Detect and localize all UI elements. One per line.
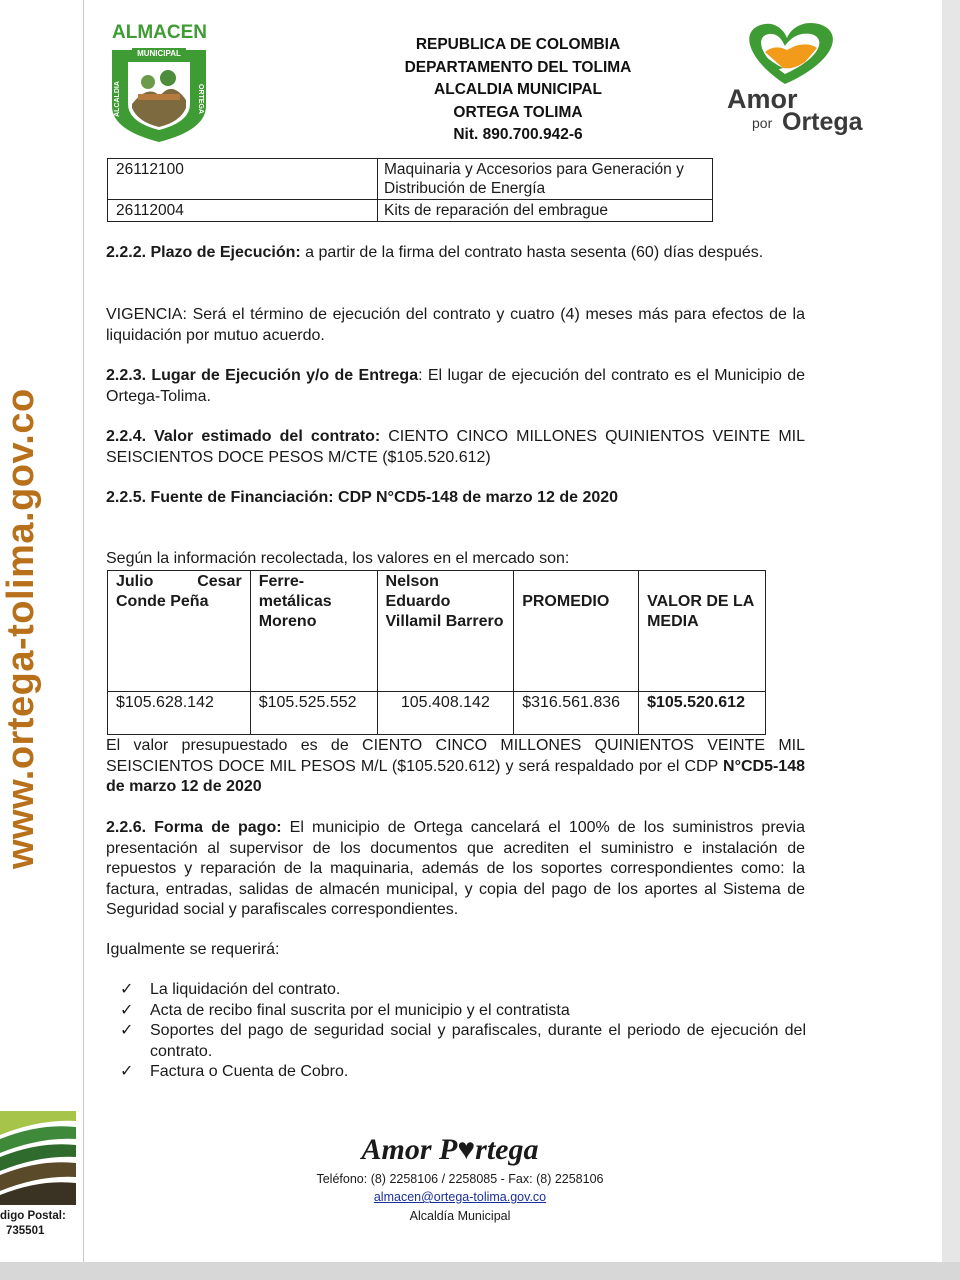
vigencia-paragraph: VIGENCIA: Será el término de ejecución del contrato y cuatro (4) meses más para efectos de la liquidación por mutuo acuerdo. (106, 306, 805, 344)
value-cell: 105.408.142 (377, 692, 514, 735)
value-cell: $105.520.612 (639, 692, 766, 735)
description-cell: Kits de reparación del embrague (378, 200, 713, 222)
forma-pago-label: 2.2.6. Forma de pago: (106, 819, 282, 836)
header-line-alcaldia: ALCALDIA MUNICIPAL (434, 81, 602, 98)
margin-line (83, 0, 84, 1262)
list-item-text: La liquidación del contrato. (150, 981, 341, 998)
brand-amor-text: Amor (727, 84, 798, 114)
value-cell: $105.525.552 (250, 692, 377, 735)
footer-slogan: Amor P♥rtega (361, 1133, 539, 1166)
valor-text: CIENTO CINCO MILLONES QUINIENTOS VEINTE MIL SEISCIENTOS DOCE PESOS M/CTE ($105.520.612) (106, 428, 805, 466)
footer-phones: Teléfono: (8) 2258106 / 2258085 - Fax: (8) 2258106 (316, 1172, 604, 1186)
header-line-department: DEPARTAMENTO DEL TOLIMA (404, 58, 632, 76)
header-institution-block (350, 34, 686, 147)
requerira-intro: Igualmente se requerirá: (106, 941, 280, 958)
footer-stripes-logo (0, 1105, 76, 1205)
presupuesto-paragraph (106, 736, 805, 798)
fuente-financiacion-paragraph: 2.2.5. Fuente de Financiación: CDP N°CD5-148 de marzo 12 de 2020 (106, 489, 619, 506)
code-cell: 26112004 (108, 200, 378, 222)
plazo-text: a partir de la firma del contrato hasta sesenta (60) días después. (300, 244, 764, 261)
valor-estimado-paragraph (106, 427, 805, 468)
postal-code-block (0, 1209, 80, 1239)
unspsc-codes-table (107, 158, 713, 222)
description-cell: Maquinaria y Accesorios para Generación y Distribución de Energía (378, 159, 713, 200)
forma-pago-paragraph (106, 818, 805, 921)
list-item (120, 1001, 806, 1022)
list-item-text: Acta de recibo final suscrita por el municipio y el contratista (150, 1001, 570, 1019)
market-prices-table (107, 570, 766, 735)
shield-right-text: ORTEGA (197, 84, 204, 114)
brand-ortega-text: Ortega (782, 108, 863, 136)
table-header-row (108, 571, 766, 692)
checkmark-icon: ✓ (120, 1001, 134, 1019)
checkmark-icon: ✓ (120, 1022, 134, 1039)
presupuesto-text: El valor presupuestado es de CIENTO CINCO MILLONES QUINIENTOS VEINTE MIL SEISCIENTOS DOCE MIL PESOS M/L ($105.520.612) y será respaldado por el CDP (106, 737, 805, 775)
list-item (120, 1021, 806, 1062)
almacen-shield-logo (108, 44, 210, 144)
header-cell: VALOR DE LA MEDIA (639, 571, 766, 692)
footer-office: Alcaldía Municipal (409, 1209, 511, 1223)
postal-label: digo Postal: (0, 1210, 66, 1222)
header-line-country: REPUBLICA DE COLOMBIA (415, 36, 621, 53)
checkmark-icon: ✓ (120, 1063, 134, 1080)
plazo-label: 2.2.2. Plazo de Ejecución: (106, 244, 301, 261)
brand-por-text: por (752, 115, 773, 131)
lugar-label: 2.2.3. Lugar de Ejecución y/o de Entrega (106, 367, 419, 384)
mercado-intro: Según la información recolectada, los valores en el mercado son: (106, 550, 570, 567)
code-cell: 26112100 (108, 159, 378, 200)
lugar-ejecucion-paragraph (106, 366, 805, 407)
forma-pago-text: El municipio de Ortega cancelará el 100% de los suministros previa presentación al supervisor de los documentos que acrediten el suministro e instalación de repuestos y reparación de la maquinaria, además de los soportes correspondientes como: la factura, entradas, salidas de almacén municipal, y copia del pago de los aportes al Sistema de Seguridad social y parafiscales correspondientes. (106, 819, 806, 918)
table-row (108, 200, 713, 222)
header-cell: Nelson Eduardo Villamil Barrero (377, 571, 514, 692)
header-cell: Julio Cesar Conde Peña (108, 571, 251, 692)
page-edge-shadow (942, 0, 960, 1280)
checkmark-icon: ✓ (120, 981, 134, 998)
shield-left-text: ALCALDIA (114, 81, 121, 117)
page-bottom-shadow (0, 1262, 960, 1280)
value-cell: $105.628.142 (108, 692, 251, 735)
table-row (108, 159, 713, 200)
header-cell: Ferre-metálicas Moreno (250, 571, 377, 692)
almacen-logo-title: ALMACEN (112, 22, 207, 43)
footer-email-link[interactable]: almacen@ortega-tolima.gov.co (373, 1190, 547, 1204)
postal-code: 735501 (6, 1225, 45, 1237)
requirements-checklist (120, 980, 806, 1083)
list-item (120, 1062, 806, 1083)
valor-label: 2.2.4. Valor estimado del contrato: (106, 428, 381, 445)
lugar-text: : El lugar de ejecución del contrato es el Municipio de Ortega-Tolima. (106, 367, 806, 405)
header-line-municipality: ORTEGA TOLIMA (453, 103, 583, 121)
list-item (120, 980, 806, 1001)
presupuesto-cdp: N°CD5-148 de marzo 12 de 2020 (106, 757, 805, 795)
table-row (108, 692, 766, 735)
list-item-text: Soportes del pago de seguridad social y parafiscales, durante el periodo de ejecución del contrato. (150, 1022, 806, 1060)
header-line-nit: Nit. 890.700.942-6 (453, 126, 583, 143)
list-item-text: Factura o Cuenta de Cobro. (150, 1063, 349, 1080)
header-cell: PROMEDIO (514, 571, 639, 692)
side-website-watermark: www.ortega-tolima.gov.co (0, 388, 42, 869)
shield-band-text: MUNICIPAL (137, 49, 181, 58)
value-cell: $316.561.836 (514, 692, 639, 735)
plazo-ejecucion-paragraph (106, 243, 805, 264)
